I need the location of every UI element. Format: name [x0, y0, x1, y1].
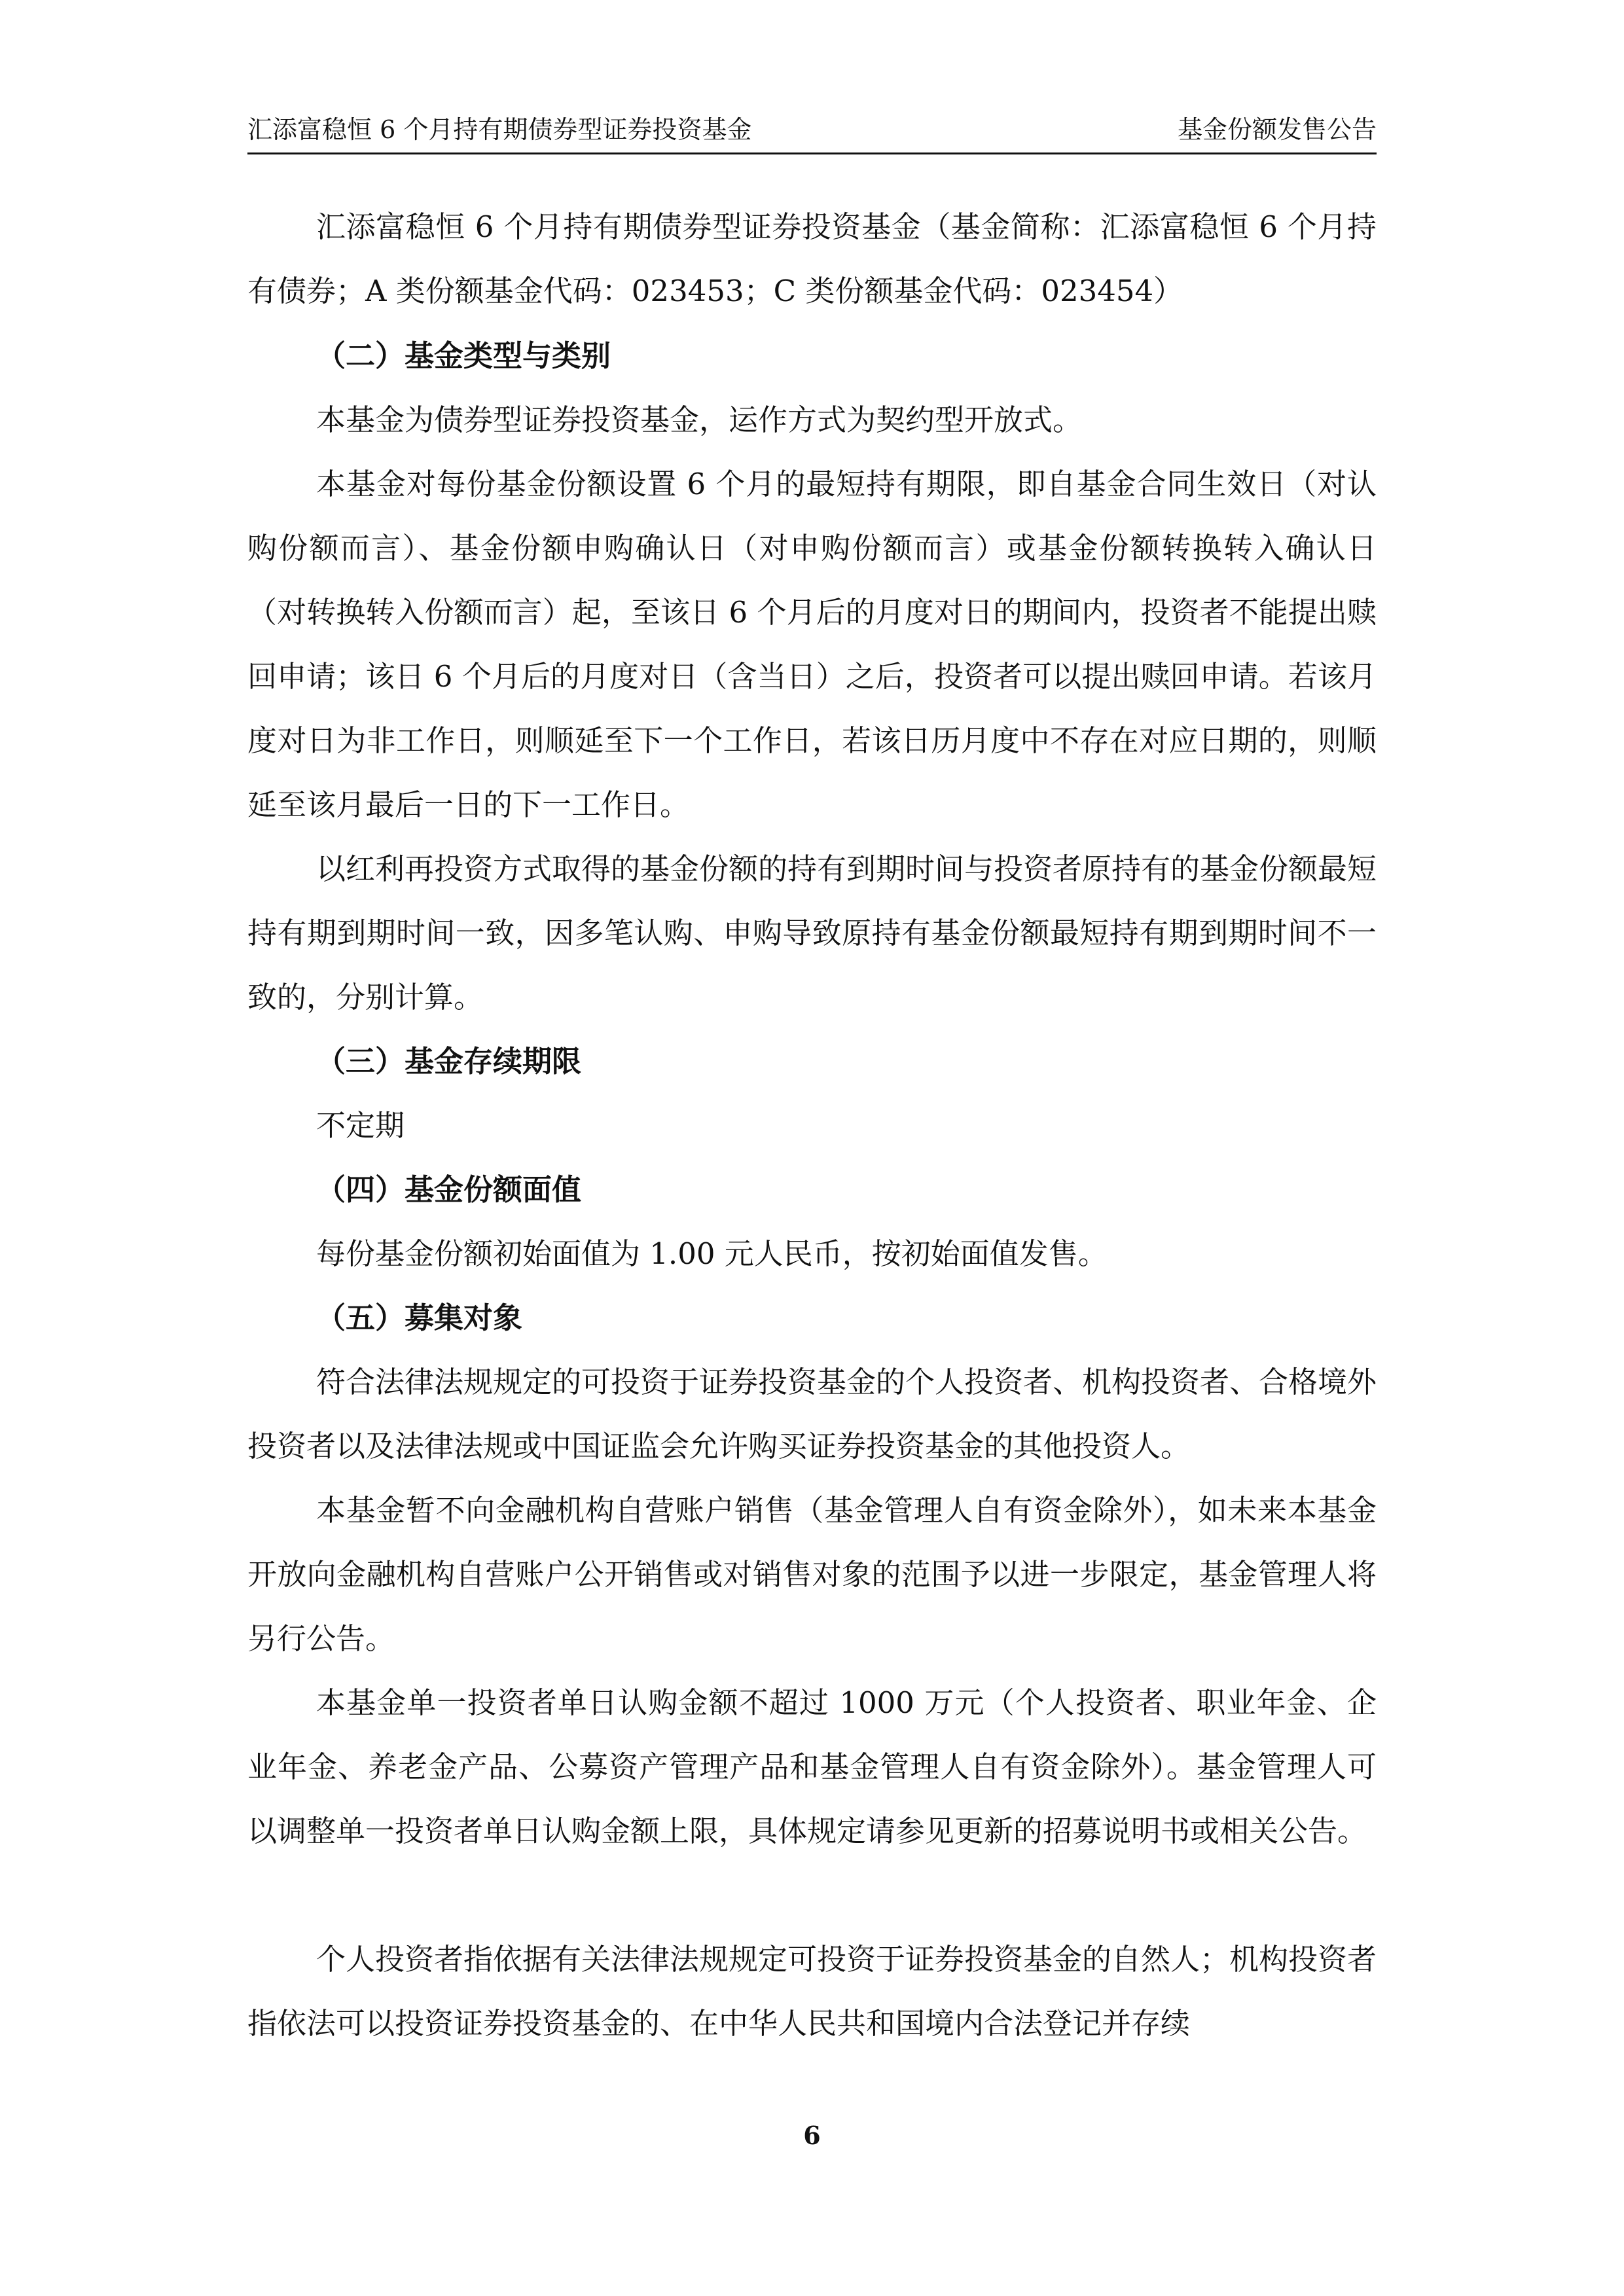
page-header — [247, 111, 1377, 157]
header-fund-name: 汇添富稳恒 6 个月持有期债券型证券投资基金 — [247, 115, 752, 144]
target-investors-paragraph: 符合法律法规规定的可投资于证券投资基金的个人投资者、机构投资者、合格境外投资者以及法律法规或中国证监会允许购买证券投资基金的其他投资人。 — [247, 1365, 1377, 1463]
section-heading-fund-type: （二）基金类型与类别 — [316, 338, 611, 373]
section-heading-par-value: （四）基金份额面值 — [316, 1172, 582, 1207]
section-heading-target-investors: （五）募集对象 — [316, 1300, 523, 1335]
fund-name-paragraph: 汇添富稳恒 6 个月持有期债券型证券投资基金（基金简称：汇添富稳恒 6 个月持有债券；A 类份额基金代码：023453；C 类份额基金代码：023454） — [247, 209, 1377, 308]
header-doc-title: 基金份额发售公告 — [1177, 115, 1377, 144]
investor-definition-paragraph: 个人投资者指依据有关法律法规规定可投资于证券投资基金的自然人；机构投资者指依法可以投资证券投资基金的、在中华人民共和国境内合法登记并存续 — [247, 1942, 1377, 2041]
duration-paragraph: 不定期 — [316, 1108, 405, 1143]
holding-period-paragraph: 本基金对每份基金份额设置 6 个月的最短持有期限，即自基金合同生效日（对认购份额而言）、基金份额申购确认日（对申购份额而言）或基金份额转换转入确认日（对转换转入份额而言）起，至该日 6 个月后的月度对日的期间内，投资者不能提出赎回申请；该日 6 个月后的月度对日（含当日）之后，投资者可以提出赎回申请。若该月度对日为非工作日，则顺延至下一个工作日，若该日历月度中不存在对应日期的，则顺延至该月最后一日的下一工作日。 — [247, 467, 1377, 822]
par-value-paragraph: 每份基金份额初始面值为 1.00 元人民币，按初始面值发售。 — [316, 1236, 1108, 1271]
institution-account-paragraph: 本基金暂不向金融机构自营账户销售（基金管理人自有资金除外），如未来本基金开放向金融机构自营账户公开销售或对销售对象的范围予以进一步限定，基金管理人将另行公告。 — [247, 1493, 1377, 1656]
subscription-limit-paragraph: 本基金单一投资者单日认购金额不超过 1000 万元（个人投资者、职业年金、企业年金、养老金产品、公募资产管理产品和基金管理人自有资金除外）。基金管理人可以调整单一投资者单日认购金额上限，具体规定请参见更新的招募说明书或相关公告。 — [247, 1685, 1377, 1848]
section-heading-duration: （三）基金存续期限 — [316, 1044, 582, 1079]
fund-type-paragraph: 本基金为债券型证券投资基金，运作方式为契约型开放式。 — [316, 403, 1083, 437]
dividend-reinvest-paragraph: 以红利再投资方式取得的基金份额的持有到期时间与投资者原持有的基金份额最短持有期到期时间一致，因多笔认购、申购导致原持有基金份额最短持有期到期时间不一致的，分别计算。 — [247, 852, 1377, 1014]
header-rule — [247, 152, 1377, 154]
page-number: 6 — [803, 2121, 821, 2150]
